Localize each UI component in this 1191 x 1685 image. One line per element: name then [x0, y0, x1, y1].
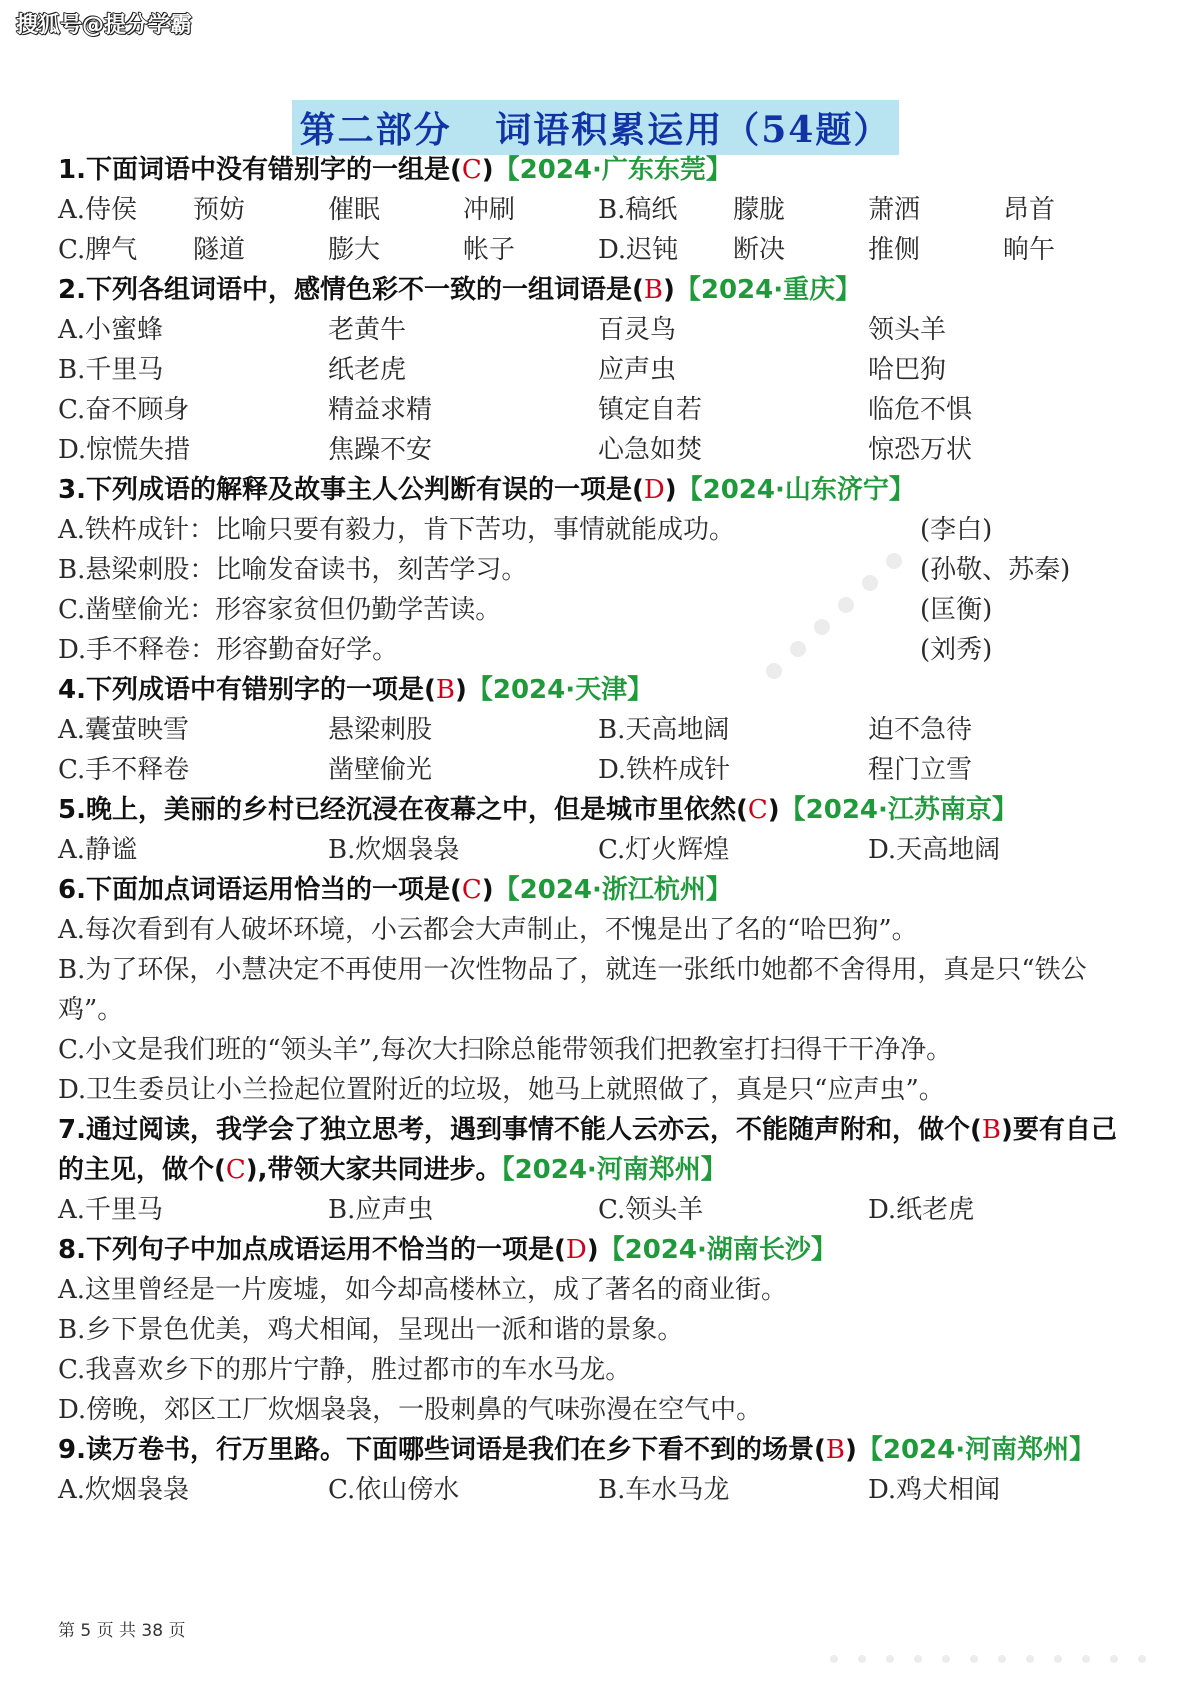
question-5: 5.晚上，美丽的乡村已经沉浸在夜幕之中，但是城市里依然(C)【2024·江苏南京】 [58, 795, 1018, 825]
option-line: D.手不释卷：形容勤奋好学。 (刘秀) [58, 635, 993, 665]
option-line: A.铁杵成针：比喻只要有毅力，肯下苦功，事情就能成功。 (李白) [58, 515, 993, 545]
question-9: 9.读万卷书，行万里路。下面哪些词语是我们在乡下看不到的场景(B)【2024·河南郑州】 [58, 1435, 1096, 1465]
answer: B [435, 675, 455, 705]
source: 【2024·浙江杭州】 [493, 875, 732, 905]
option-line: D.卫生委员让小兰捡起位置附近的垃圾，她马上就照做了，真是只“应声虫”。 [58, 1075, 945, 1105]
option-line: A.每次看到有人破坏环境，小云都会大声制止，不愧是出了名的“哈巴狗”。 [58, 915, 918, 945]
source: 【2024·湖南长沙】 [598, 1235, 837, 1265]
answer: D [565, 1235, 587, 1265]
source: 【2024·河南郑州】 [501, 1155, 727, 1185]
answer: B [981, 1115, 1001, 1145]
option-line: B.为了环保，小慧决定不再使用一次性物品了，就连一张纸巾她都不舍得用，真是只“铁公鸡”。 [58, 955, 1087, 1025]
answer: C [747, 795, 768, 825]
options-row: B.千里马 纸老虎 应声虫 哈巴狗 [58, 355, 947, 385]
source: 【2024·江苏南京】 [779, 795, 1018, 825]
option-line: D.傍晚，郊区工厂炊烟袅袅，一股刺鼻的气味弥漫在空气中。 [58, 1395, 763, 1425]
answer: C [461, 155, 482, 185]
option-line: C.小文是我们班的“领头羊”,每次大扫除总能带领我们把教室打扫得干干净净。 [58, 1035, 953, 1065]
question-8: 8.下列句子中加点成语运用不恰当的一项是(D)【2024·湖南长沙】 [58, 1235, 837, 1265]
question-1: 1.下面词语中没有错别字的一组是(C)【2024·广东东莞】 [58, 155, 732, 185]
section-title: 第二部分 词语积累运用（54题） [292, 100, 900, 155]
option-line: C.凿壁偷光：形容家贫但仍勤学苦读。 (匡衡) [58, 595, 993, 625]
option-line: B.悬梁刺股：比喻发奋读书，刻苦学习。 (孙敬、苏秦) [58, 555, 1071, 585]
source: 【2024·河南郑州】 [856, 1435, 1096, 1465]
question-6: 6.下面加点词语运用恰当的一项是(C)【2024·浙江杭州】 [58, 875, 732, 905]
answer: C [225, 1155, 246, 1185]
source: 【2024·山东济宁】 [676, 475, 915, 505]
options-row: A.静谧 B.炊烟袅袅 C.灯火辉煌 D.天高地阔 [58, 835, 1001, 865]
answer: C [461, 875, 482, 905]
question-list [58, 150, 1138, 1510]
options-row: A.侍侯 预妨 催眠 冲刷 B.稿纸 朦胧 萧洒 昂首 [58, 195, 1056, 225]
options-row: A.小蜜蜂 老黄牛 百灵鸟 领头羊 [58, 315, 947, 345]
option-line: B.乡下景色优美，鸡犬相闻，呈现出一派和谐的景象。 [58, 1315, 684, 1345]
question-3: 3.下列成语的解释及故事主人公判断有误的一项是(D)【2024·山东济宁】 [58, 475, 915, 505]
option-line: A.这里曾经是一片废墟，如今却高楼林立，成了著名的商业街。 [58, 1275, 788, 1305]
options-row: A.囊萤映雪 悬梁刺股 B.天高地阔 迫不急待 [58, 715, 973, 745]
options-row: C.脾气 隧道 膨大 帐子 D.迟钝 断决 推侧 晌午 [58, 235, 1056, 265]
options-row: C.手不释卷 凿壁偷光 D.铁杵成针 程门立雪 [58, 755, 973, 785]
question-7: 7.通过阅读，我学会了独立思考，遇到事情不能人云亦云，不能随声附和，做个(B)要有自己的主见，做个(C),带领大家共同进步。【2024·河南郑州】 [58, 1115, 1117, 1185]
question-4: 4.下列成语中有错别字的一项是(B)【2024·天津】 [58, 675, 654, 705]
page-number: 第 5 页 共 38 页 [58, 1621, 186, 1641]
answer: B [643, 275, 663, 305]
source: 【2024·天津】 [466, 675, 654, 705]
options-row: A.炊烟袅袅 C.依山傍水 B.车水马龙 D.鸡犬相闻 [58, 1475, 1001, 1505]
options-row: D.惊慌失措 焦躁不安 心急如焚 惊恐万状 [58, 435, 973, 465]
answer: B [825, 1435, 845, 1465]
source: 【2024·广东东莞】 [493, 155, 732, 185]
options-row: A.千里马 B.应声虫 C.领头羊 D.纸老虎 [58, 1195, 975, 1225]
question-2: 2.下列各组词语中，感情色彩不一致的一组词语是(B)【2024·重庆】 [58, 275, 862, 305]
option-line: C.我喜欢乡下的那片宁静，胜过都市的车水马龙。 [58, 1355, 632, 1385]
watermark: 搜狐号@提分学霸 [16, 13, 193, 38]
options-row: C.奋不顾身 精益求精 镇定自若 临危不惧 [58, 395, 973, 425]
source: 【2024·重庆】 [674, 275, 862, 305]
answer: D [643, 475, 665, 505]
